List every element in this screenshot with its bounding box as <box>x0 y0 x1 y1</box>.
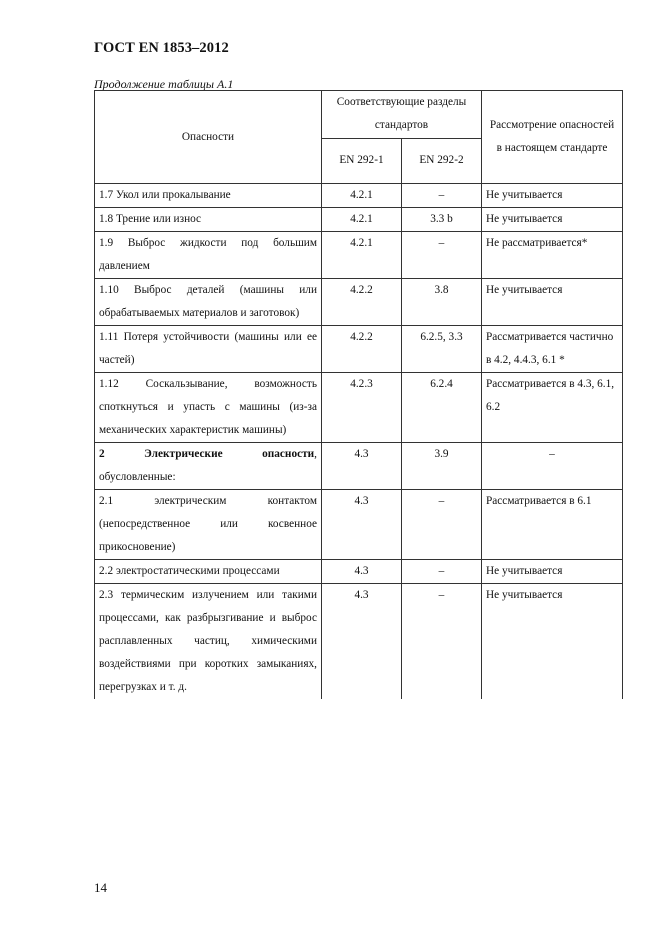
en2-cell: – <box>402 490 482 560</box>
consideration-cell: Рассматривается частично в 4.2, 4.4.3, 6.1 * <box>482 326 623 373</box>
en2-cell: 3.9 <box>402 443 482 490</box>
table-body <box>95 184 623 700</box>
hazard-cell: 1.7 Укол или прокалывание <box>95 184 322 208</box>
en2-cell: – <box>402 584 482 700</box>
en2-cell: – <box>402 184 482 208</box>
page-number: 14 <box>94 880 107 895</box>
hazard-cell <box>95 443 322 490</box>
consideration-cell: Не учитывается <box>482 560 623 584</box>
en1-cell: 4.2.3 <box>322 373 402 443</box>
table-row <box>95 560 623 584</box>
consideration-cell: Не рассматривается* <box>482 232 623 279</box>
en1-cell: 4.2.2 <box>322 279 402 326</box>
header-standard-sections: Соответствующие разделы стандартов <box>322 91 482 139</box>
section-heading-suffix: , обусловленные: <box>99 448 317 483</box>
consideration-cell: – <box>482 443 623 490</box>
hazard-cell: 1.10 Выброс деталей (машины или обрабатываемых материалов и заготовок) <box>95 279 322 326</box>
consideration-cell: Не учитывается <box>482 279 623 326</box>
table-row <box>95 232 623 279</box>
en1-cell: 4.2.2 <box>322 326 402 373</box>
table-row <box>95 208 623 232</box>
table-caption: Продолжение таблицы А.1 <box>94 77 234 91</box>
en1-cell: 4.2.1 <box>322 184 402 208</box>
en2-cell: 6.2.4 <box>402 373 482 443</box>
hazard-cell: 1.11 Потеря устойчивости (машины или ее частей) <box>95 326 322 373</box>
en1-cell: 4.3 <box>322 443 402 490</box>
table-header <box>95 91 623 184</box>
en2-cell: – <box>402 560 482 584</box>
table-row <box>95 326 623 373</box>
hazard-cell: 2.2 электростатическими процессами <box>95 560 322 584</box>
header-consideration: Рассмотрение опасностей в настоящем стандарте <box>482 91 623 184</box>
table-row <box>95 490 623 560</box>
header-hazards: Опасности <box>95 91 322 184</box>
en1-cell: 4.2.1 <box>322 208 402 232</box>
table-row <box>95 373 623 443</box>
page-title: ГОСТ EN 1853–2012 <box>94 40 229 56</box>
en1-cell: 4.2.1 <box>322 232 402 279</box>
header-en-292-1: EN 292-1 <box>322 138 402 184</box>
en2-cell: 6.2.5, 3.3 <box>402 326 482 373</box>
table-row <box>95 279 623 326</box>
en1-cell: 4.3 <box>322 560 402 584</box>
en1-cell: 4.3 <box>322 490 402 560</box>
consideration-cell: Не учитывается <box>482 208 623 232</box>
consideration-cell: Не учитывается <box>482 184 623 208</box>
section-heading: 2 Электрические опасности <box>99 448 315 460</box>
hazard-cell: 2.3 термическим излучением или такими процессами, как разбрызгивание и выброс расплавленных частиц, химическими воздействиями при коротких замыканиях, перегрузках и т. д. <box>95 584 322 700</box>
header-en-292-2: EN 292-2 <box>402 138 482 184</box>
hazards-table <box>94 90 623 699</box>
hazard-cell: 1.9 Выброс жидкости под большим давлением <box>95 232 322 279</box>
hazard-cell: 1.12 Соскальзывание, возможность споткнуться и упасть с машины (из-за механических характеристик машины) <box>95 373 322 443</box>
table-row <box>95 184 623 208</box>
consideration-cell: Рассматривается в 6.1 <box>482 490 623 560</box>
consideration-cell: Рассматривается в 4.3, 6.1, 6.2 <box>482 373 623 443</box>
en2-cell: 3.3 b <box>402 208 482 232</box>
hazard-cell: 1.8 Трение или износ <box>95 208 322 232</box>
hazard-cell: 2.1 электрическим контактом (непосредственное или косвенное прикосновение) <box>95 490 322 560</box>
en1-cell: 4.3 <box>322 584 402 700</box>
consideration-cell: Не учитывается <box>482 584 623 700</box>
table-row <box>95 443 623 490</box>
en2-cell: – <box>402 232 482 279</box>
table-row <box>95 584 623 700</box>
en2-cell: 3.8 <box>402 279 482 326</box>
